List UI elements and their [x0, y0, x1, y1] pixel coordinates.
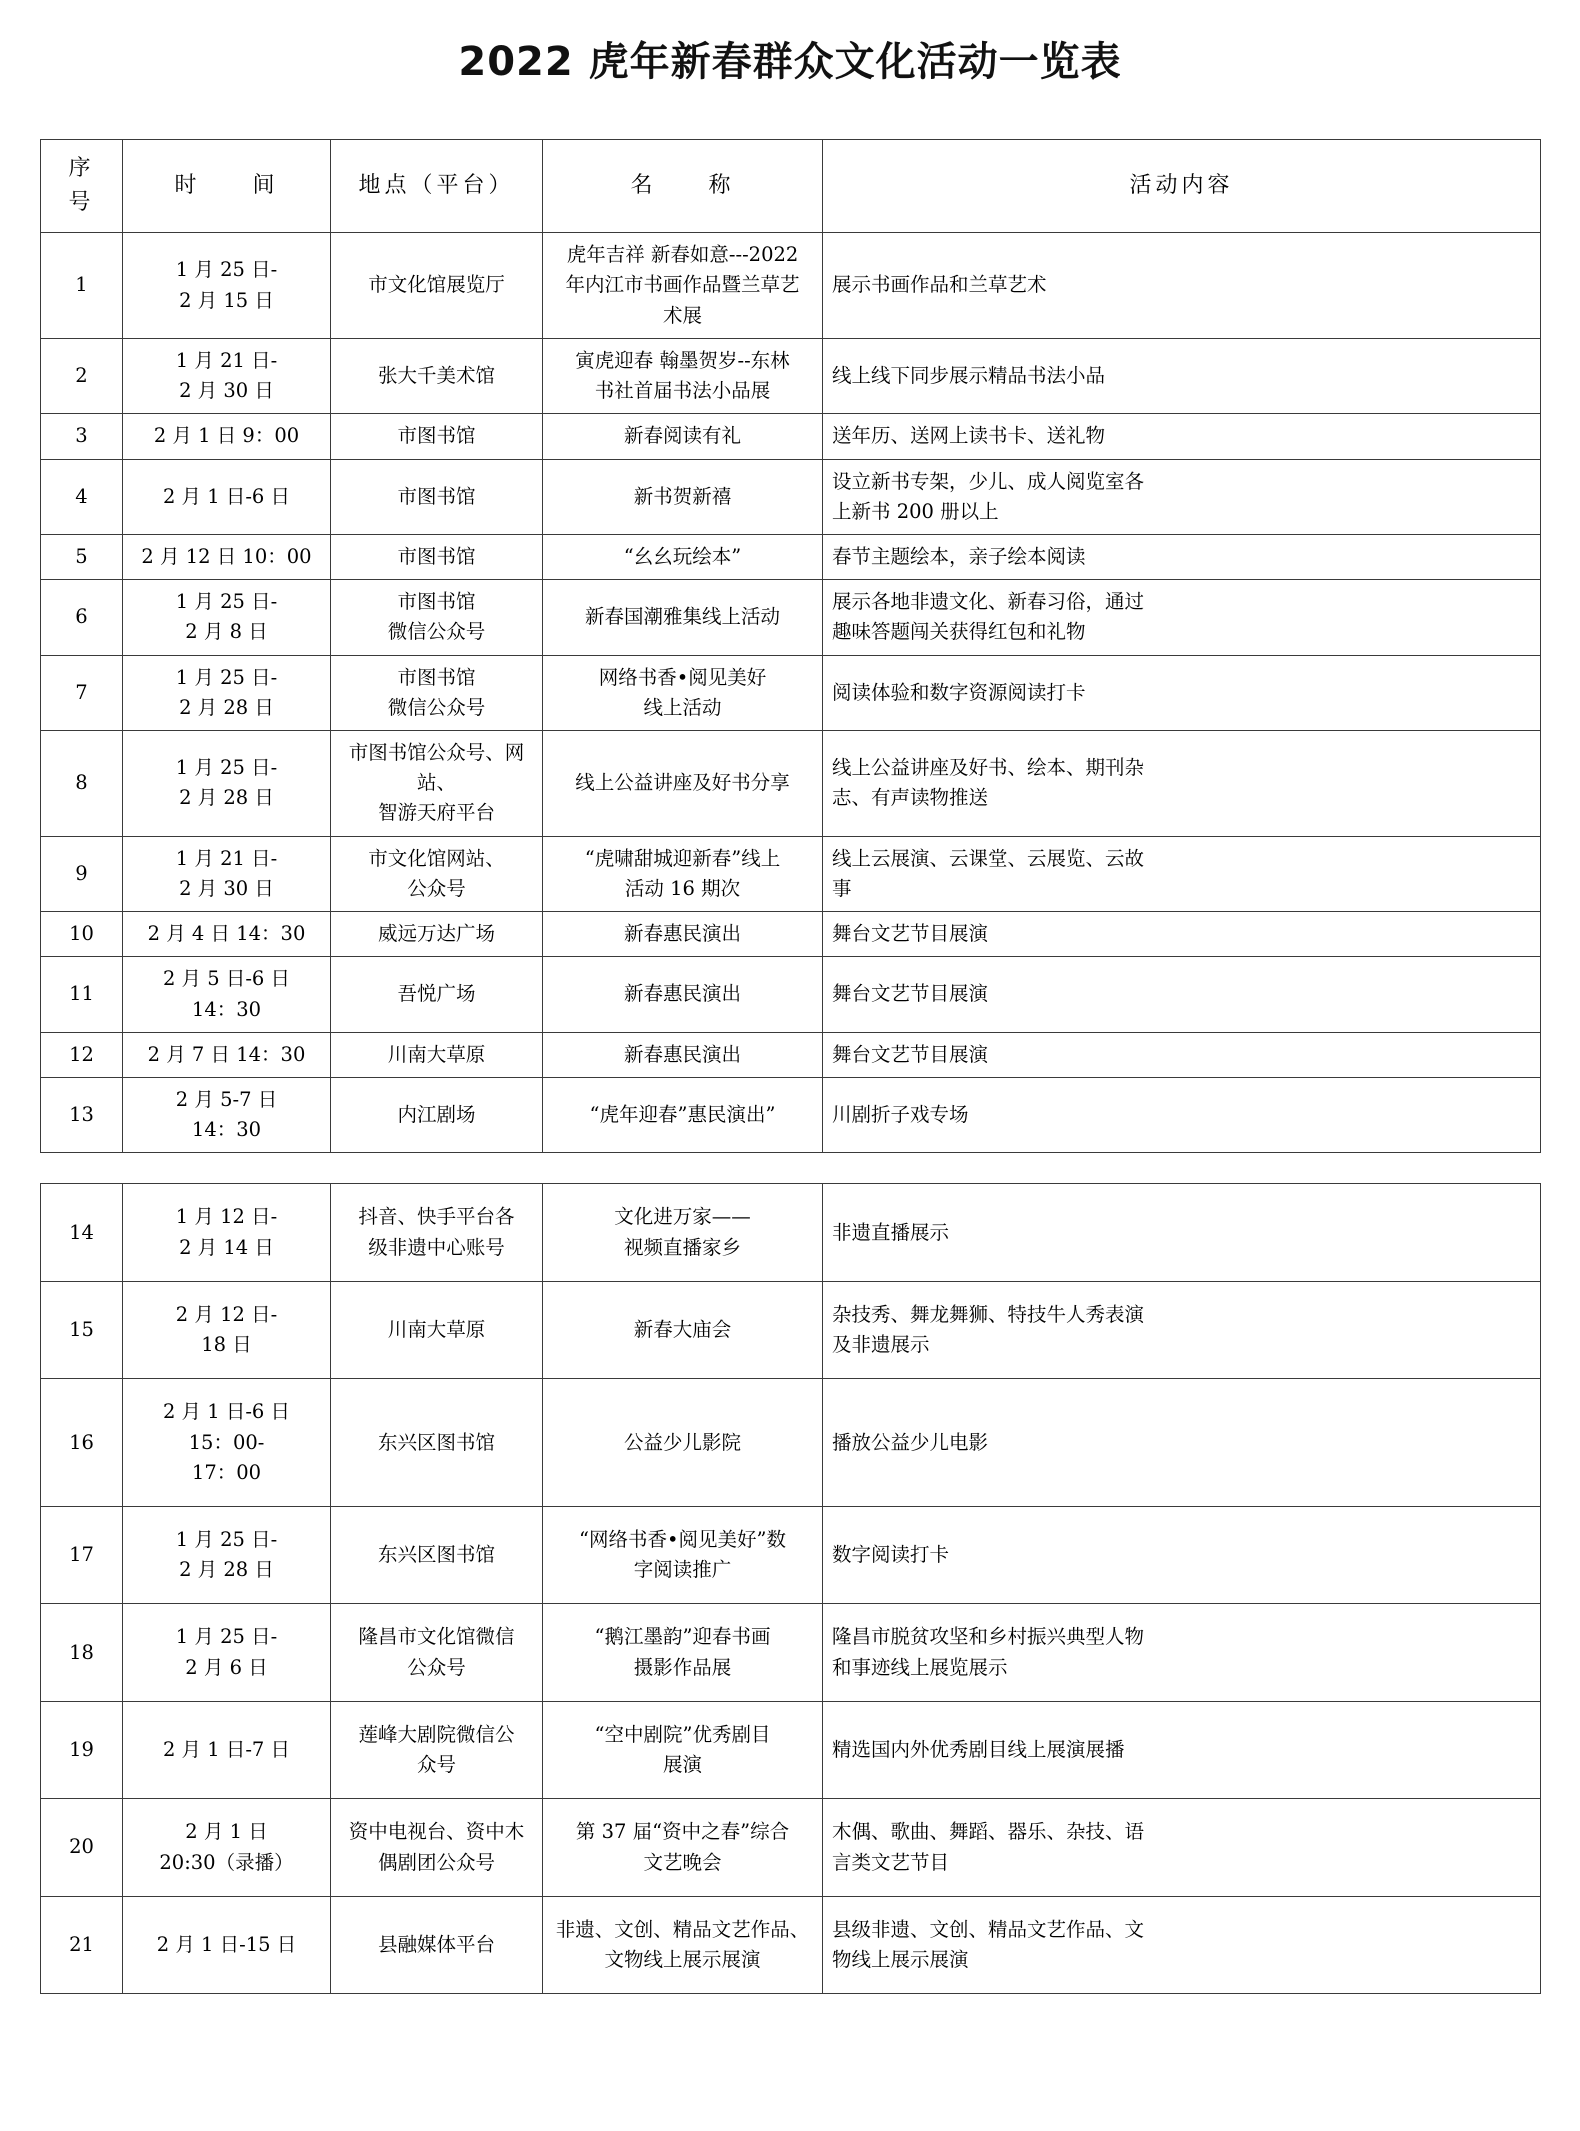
cell-time: 2 月 12 日 10：00: [123, 534, 331, 579]
cell-name: 新春阅读有礼: [543, 414, 823, 459]
cell-desc: 送年历、送网上读书卡、送礼物: [823, 414, 1541, 459]
cell-no: 17: [41, 1506, 123, 1603]
cell-no: 1: [41, 233, 123, 339]
cell-no: 16: [41, 1379, 123, 1507]
cell-name: 网络书香•阅见美好 线上活动: [543, 655, 823, 730]
cell-desc: 县级非遗、文创、精品文艺作品、文 物线上展示展演: [823, 1896, 1541, 1993]
cell-place: 市图书馆: [331, 534, 543, 579]
cell-name: “网络书香•阅见美好”数 字阅读推广: [543, 1506, 823, 1603]
cell-time: 2 月 1 日 20:30（录播）: [123, 1799, 331, 1896]
cell-time: 2 月 1 日-15 日: [123, 1896, 331, 1993]
cell-desc: 线上线下同步展示精品书法小品: [823, 338, 1541, 413]
cell-place: 东兴区图书馆: [331, 1379, 543, 1507]
cell-place: 市图书馆公众号、网站、 智游天府平台: [331, 731, 543, 837]
cell-place: 威远万达广场: [331, 912, 543, 957]
cell-desc: 播放公益少儿电影: [823, 1379, 1541, 1507]
cell-no: 3: [41, 414, 123, 459]
cell-name: 虎年吉祥 新春如意---2022 年内江市书画作品暨兰草艺 术展: [543, 233, 823, 339]
cell-name: “空中剧院”优秀剧目 展演: [543, 1701, 823, 1798]
cell-no: 13: [41, 1078, 123, 1153]
cell-name: 第 37 届“资中之春”综合 文艺晚会: [543, 1799, 823, 1896]
cell-name: 新书贺新禧: [543, 459, 823, 534]
column-header-desc: 活动内容: [823, 140, 1541, 233]
cell-no: 11: [41, 957, 123, 1032]
table-row: [41, 1701, 1541, 1798]
cell-name: “鹅江墨韵”迎春书画 摄影作品展: [543, 1604, 823, 1701]
cell-no: 20: [41, 1799, 123, 1896]
table-row: [41, 580, 1541, 655]
cell-desc: 精选国内外优秀剧目线上展演展播: [823, 1701, 1541, 1798]
cell-time: 1 月 21 日- 2 月 30 日: [123, 836, 331, 911]
cell-name: 非遗、文创、精品文艺作品、 文物线上展示展演: [543, 1896, 823, 1993]
cell-time: 2 月 7 日 14：30: [123, 1032, 331, 1077]
cell-desc: 数字阅读打卡: [823, 1506, 1541, 1603]
cell-name: 公益少儿影院: [543, 1379, 823, 1507]
cell-desc: 设立新书专架，少儿、成人阅览室各 上新书 200 册以上: [823, 459, 1541, 534]
column-header-no: 序 号: [41, 140, 123, 233]
cell-time: 2 月 1 日-6 日: [123, 459, 331, 534]
cell-no: 18: [41, 1604, 123, 1701]
table-row: [41, 414, 1541, 459]
cell-time: 1 月 25 日- 2 月 28 日: [123, 731, 331, 837]
cell-place: 市图书馆 微信公众号: [331, 580, 543, 655]
cell-time: 1 月 25 日- 2 月 8 日: [123, 580, 331, 655]
table-header: [41, 140, 1541, 233]
cell-desc: 舞台文艺节目展演: [823, 912, 1541, 957]
cell-name: 文化进万家—— 视频直播家乡: [543, 1184, 823, 1281]
cell-desc: 杂技秀、舞龙舞狮、特技牛人秀表演 及非遗展示: [823, 1281, 1541, 1378]
table-body-part1: [41, 233, 1541, 1153]
table-row: [41, 1506, 1541, 1603]
cell-desc: 线上公益讲座及好书、绘本、期刊杂 志、有声读物推送: [823, 731, 1541, 837]
table-row: [41, 1281, 1541, 1378]
cell-name: “虎啸甜城迎新春”线上 活动 16 期次: [543, 836, 823, 911]
cell-place: 抖音、快手平台各 级非遗中心账号: [331, 1184, 543, 1281]
cell-no: 6: [41, 580, 123, 655]
cell-place: 市文化馆展览厅: [331, 233, 543, 339]
header-row: [41, 140, 1541, 233]
cell-desc: 非遗直播展示: [823, 1184, 1541, 1281]
cell-time: 1 月 25 日- 2 月 28 日: [123, 1506, 331, 1603]
cell-name: 新春惠民演出: [543, 957, 823, 1032]
cell-time: 2 月 1 日-6 日 15：00- 17：00: [123, 1379, 331, 1507]
table-separator: [0, 1153, 1580, 1183]
cell-name: 线上公益讲座及好书分享: [543, 731, 823, 837]
cell-place: 莲峰大剧院微信公 众号: [331, 1701, 543, 1798]
cell-desc: 舞台文艺节目展演: [823, 1032, 1541, 1077]
table-row: [41, 534, 1541, 579]
cell-place: 内江剧场: [331, 1078, 543, 1153]
cell-name: 寅虎迎春 翰墨贺岁--东林 书社首届书法小品展: [543, 338, 823, 413]
cell-no: 10: [41, 912, 123, 957]
schedule-table-part1-wrap: [40, 139, 1540, 1153]
cell-desc: 阅读体验和数字资源阅读打卡: [823, 655, 1541, 730]
table-row: [41, 836, 1541, 911]
cell-no: 12: [41, 1032, 123, 1077]
cell-time: 1 月 12 日- 2 月 14 日: [123, 1184, 331, 1281]
cell-desc: 线上云展演、云课堂、云展览、云故 事: [823, 836, 1541, 911]
column-header-time: 时 间: [123, 140, 331, 233]
cell-place: 县融媒体平台: [331, 1896, 543, 1993]
cell-no: 5: [41, 534, 123, 579]
cell-no: 7: [41, 655, 123, 730]
cell-no: 15: [41, 1281, 123, 1378]
table-row: [41, 731, 1541, 837]
schedule-table-part2-wrap: [40, 1183, 1540, 1994]
cell-place: 川南大草原: [331, 1032, 543, 1077]
table-row: [41, 459, 1541, 534]
cell-name: 新春惠民演出: [543, 1032, 823, 1077]
cell-desc: 舞台文艺节目展演: [823, 957, 1541, 1032]
schedule-table-part1: [40, 139, 1541, 1153]
cell-place: 市文化馆网站、 公众号: [331, 836, 543, 911]
cell-time: 2 月 5 日-6 日 14：30: [123, 957, 331, 1032]
cell-no: 4: [41, 459, 123, 534]
cell-place: 市图书馆: [331, 414, 543, 459]
cell-name: “幺幺玩绘本”: [543, 534, 823, 579]
cell-desc: 展示书画作品和兰草艺术: [823, 233, 1541, 339]
cell-place: 东兴区图书馆: [331, 1506, 543, 1603]
table-row: [41, 1184, 1541, 1281]
table-row: [41, 1604, 1541, 1701]
cell-name: 新春惠民演出: [543, 912, 823, 957]
table-row: [41, 1078, 1541, 1153]
cell-no: 2: [41, 338, 123, 413]
table-row: [41, 1799, 1541, 1896]
table-row: [41, 338, 1541, 413]
cell-name: 新春大庙会: [543, 1281, 823, 1378]
cell-desc: 川剧折子戏专场: [823, 1078, 1541, 1153]
cell-time: 1 月 25 日- 2 月 6 日: [123, 1604, 331, 1701]
cell-time: 1 月 25 日- 2 月 15 日: [123, 233, 331, 339]
table-body-part2: [41, 1184, 1541, 1994]
cell-time: 2 月 1 日 9：00: [123, 414, 331, 459]
schedule-table-part2: [40, 1183, 1541, 1994]
cell-desc: 隆昌市脱贫攻坚和乡村振兴典型人物 和事迹线上展览展示: [823, 1604, 1541, 1701]
cell-desc: 春节主题绘本，亲子绘本阅读: [823, 534, 1541, 579]
cell-desc: 展示各地非遗文化、新春习俗，通过 趣味答题闯关获得红包和礼物: [823, 580, 1541, 655]
cell-no: 8: [41, 731, 123, 837]
cell-time: 1 月 21 日- 2 月 30 日: [123, 338, 331, 413]
cell-time: 2 月 4 日 14：30: [123, 912, 331, 957]
cell-place: 资中电视台、资中木 偶剧团公众号: [331, 1799, 543, 1896]
cell-no: 14: [41, 1184, 123, 1281]
table-row: [41, 1032, 1541, 1077]
cell-time: 2 月 12 日- 18 日: [123, 1281, 331, 1378]
table-row: [41, 655, 1541, 730]
cell-place: 市图书馆: [331, 459, 543, 534]
cell-time: 1 月 25 日- 2 月 28 日: [123, 655, 331, 730]
cell-no: 9: [41, 836, 123, 911]
table-row: [41, 1896, 1541, 1993]
cell-place: 市图书馆 微信公众号: [331, 655, 543, 730]
cell-time: 2 月 1 日-7 日: [123, 1701, 331, 1798]
cell-place: 川南大草原: [331, 1281, 543, 1378]
cell-no: 19: [41, 1701, 123, 1798]
table-row: [41, 233, 1541, 339]
cell-desc: 木偶、歌曲、舞蹈、器乐、杂技、语 言类文艺节目: [823, 1799, 1541, 1896]
table-row: [41, 912, 1541, 957]
table-row: [41, 957, 1541, 1032]
cell-name: 新春国潮雅集线上活动: [543, 580, 823, 655]
cell-no: 21: [41, 1896, 123, 1993]
cell-place: 吾悦广场: [331, 957, 543, 1032]
page-title: 2022 虎年新春群众文化活动一览表: [458, 39, 1122, 85]
cell-name: “虎年迎春”惠民演出”: [543, 1078, 823, 1153]
cell-place: 隆昌市文化馆微信 公众号: [331, 1604, 543, 1701]
column-header-name: 名 称: [543, 140, 823, 233]
cell-time: 2 月 5-7 日 14：30: [123, 1078, 331, 1153]
table-row: [41, 1379, 1541, 1507]
cell-place: 张大千美术馆: [331, 338, 543, 413]
column-header-place: 地点（平台）: [331, 140, 543, 233]
